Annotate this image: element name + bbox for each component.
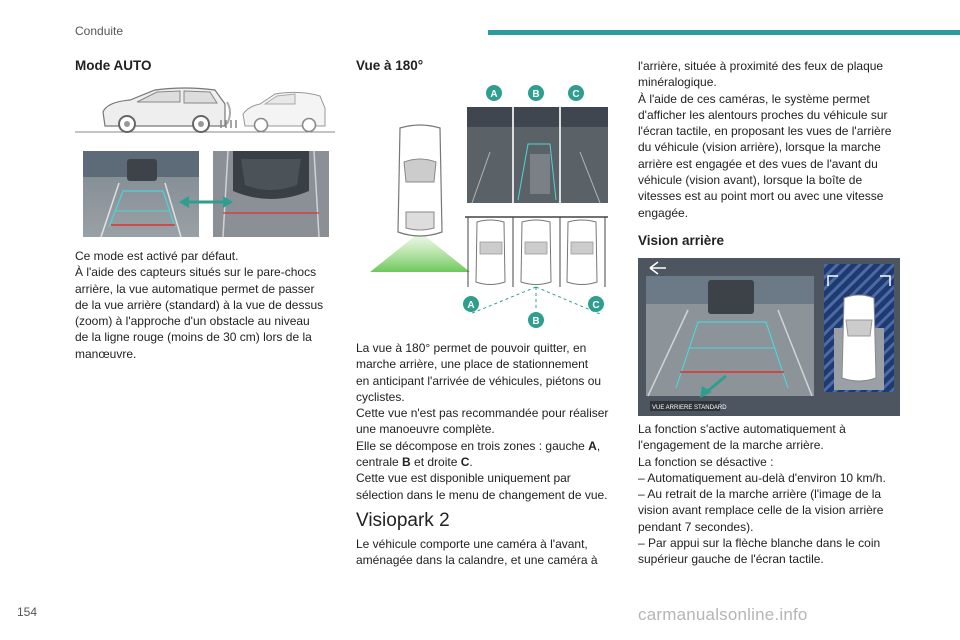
text-line: La fonction s'active automatiquement à: [638, 422, 846, 436]
vision-arriere-screen: [638, 258, 900, 416]
text-line: À l'aide de ces caméras, le système permet: [638, 91, 870, 106]
zone-c-label: C: [460, 455, 470, 470]
text-line: engagée.: [638, 205, 689, 220]
badge-bottom-b: B: [532, 316, 540, 327]
text-line: en anticipant l'arrivée de véhicules, piétons ou: [356, 373, 602, 388]
page-number: 154: [17, 605, 38, 619]
text-line: aménagée dans la calandre, et une caméra à: [356, 553, 598, 568]
text-line: vitesses est au point mort ou avec une vitesse: [638, 189, 884, 204]
section-header: Conduite: [75, 24, 124, 38]
text-fragment: ,: [596, 438, 601, 453]
badge-top-a: A: [490, 89, 498, 100]
zones-line-2: [356, 454, 621, 470]
badge-bottom-c: C: [592, 300, 600, 311]
text-line: l'arrière, située à proximité des feux de plaque: [638, 59, 884, 73]
text-fragment: Elle se décompose en trois zones : gauche: [356, 438, 589, 453]
mode-auto-camera-views: [83, 151, 329, 237]
visiopark-paragraph: [356, 536, 621, 569]
text-line: arrière, la vue automatique permet de passer: [75, 281, 315, 296]
text-line: arrière est engagée et des vues de l'avant du: [638, 156, 878, 171]
text-line: de la vue arrière (standard) à la vue de dessus: [75, 297, 324, 312]
text-line: du véhicule (vision arrière), lorsque la marche: [638, 140, 881, 155]
mode-auto-cars-illustration: [75, 82, 335, 136]
text-line: l'écran tactile, en proposant les vues de l'arrière: [638, 124, 892, 139]
vue180-paragraph: [356, 340, 621, 503]
text-line: sélection dans le menu de changement de vue.: [356, 487, 608, 502]
list-item: – Par appui sur la flèche blanche dans le coin: [638, 536, 881, 551]
list-item: – Automatiquement au-delà d'environ 10 km/h.: [638, 470, 886, 485]
list-item: – Au retrait de la marche arrière (l'image de la: [638, 487, 882, 502]
vision-arriere-paragraph: [638, 421, 918, 568]
text-line: La fonction se désactive :: [638, 454, 774, 469]
text-fragment: et droite: [410, 455, 461, 470]
badge-top-b: B: [532, 89, 540, 100]
badge-top-c: C: [572, 89, 580, 100]
text-line: une manoeuvre complète.: [356, 422, 495, 437]
text-line: La vue à 180° permet de pouvoir quitter, en: [356, 341, 587, 355]
text-line: Cette vue n'est pas recommandée pour réaliser: [356, 406, 609, 421]
zone-b-label: B: [402, 455, 411, 470]
header-accent-bar: [488, 30, 960, 35]
text-line: de la ligne rouge (moins de 30 cm) lors de la: [75, 330, 312, 345]
text-line: Cette vue est disponible uniquement par: [356, 471, 571, 486]
text-line: Ce mode est activé par défaut.: [75, 249, 239, 263]
watermark[interactable]: carmanualsonline.info: [638, 605, 808, 624]
text-line: l'engagement de la marche arrière.: [638, 438, 824, 453]
mode-auto-paragraph: [75, 248, 340, 362]
badge-bottom-a: A: [467, 300, 475, 311]
text-line: minéralogique.: [638, 75, 717, 90]
right-col-paragraph: [638, 58, 908, 221]
zones-line-1: [356, 438, 621, 454]
zone-a-label: A: [588, 438, 597, 453]
mode-auto-title: Mode AUTO: [75, 58, 152, 73]
visiopark-title: Visiopark 2: [356, 510, 450, 531]
text-line: Le véhicule comporte une caméra à l'avant,: [356, 537, 588, 551]
text-line: marche arrière, une place de stationnement: [356, 357, 589, 372]
text-line: véhicule (vision avant), lorsque la boîte de: [638, 173, 863, 188]
text-line: d'afficher les alentours proches du véhicule sur: [638, 107, 888, 122]
text-line: À l'aide des capteurs situés sur le pare-chocs: [75, 265, 317, 280]
screen-label: VUE ARRIERE STANDARD: [652, 405, 727, 411]
text-line: manœuvre.: [75, 346, 137, 361]
text-fragment: centrale: [356, 455, 403, 470]
text-line: (zoom) à l'approche d'un obstacle au niveau: [75, 314, 310, 329]
vision-arriere-title: Vision arrière: [638, 233, 725, 248]
text-line: cyclistes.: [356, 389, 405, 404]
text-line: supérieur gauche de l'écran tactile.: [638, 552, 824, 567]
text-fragment: .: [469, 455, 473, 470]
text-line: vision avant remplace celle de la vision arrière: [638, 503, 884, 518]
text-line: pendant 7 secondes).: [638, 519, 754, 534]
vue180-diagram: [360, 82, 610, 332]
vue180-title: Vue à 180°: [356, 58, 424, 73]
